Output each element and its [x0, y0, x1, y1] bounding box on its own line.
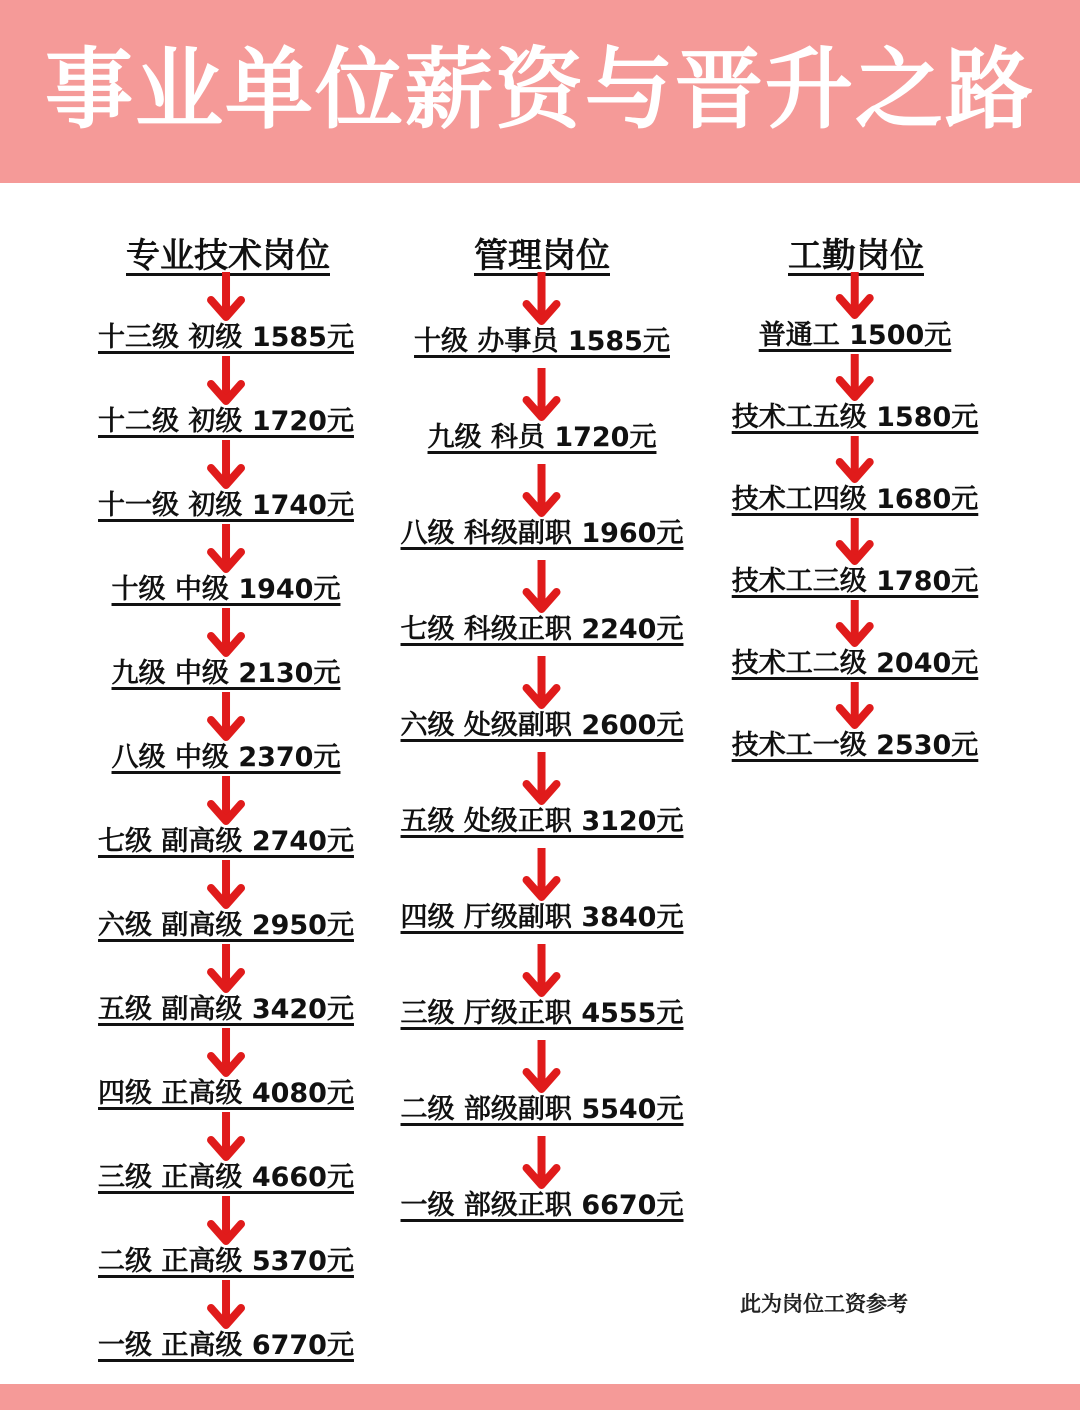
down-arrow-icon: [206, 1194, 246, 1246]
level-item: 九级 科员 1720元: [427, 422, 657, 453]
level-item: 九级 中级 2130元: [111, 658, 341, 689]
down-arrow-icon: [522, 270, 562, 326]
level-item: 十三级 初级 1585元: [98, 322, 354, 353]
column-header-management: 管理岗位: [474, 236, 610, 276]
down-arrow-icon: [835, 434, 875, 484]
level-item: 十一级 初级 1740元: [98, 490, 354, 521]
level-item: 六级 处级副职 2600元: [400, 710, 684, 741]
title-banner: [0, 0, 1080, 183]
down-arrow-icon: [206, 774, 246, 826]
level-item: 技术工一级 2530元: [731, 730, 979, 761]
down-arrow-icon: [206, 1026, 246, 1078]
level-item: 六级 副高级 2950元: [98, 910, 354, 941]
level-item: 三级 正高级 4660元: [98, 1162, 354, 1193]
down-arrow-icon: [522, 654, 562, 710]
level-item: 技术工四级 1680元: [731, 484, 979, 515]
level-item: 普通工 1500元: [758, 320, 952, 351]
level-item: 四级 正高级 4080元: [98, 1078, 354, 1109]
down-arrow-icon: [522, 366, 562, 422]
footer-bar: [0, 1384, 1080, 1410]
level-item: 十级 中级 1940元: [111, 574, 341, 605]
level-item: 五级 副高级 3420元: [98, 994, 354, 1025]
level-item: 七级 副高级 2740元: [98, 826, 354, 857]
level-item: 十二级 初级 1720元: [98, 406, 354, 437]
level-item: 八级 中级 2370元: [111, 742, 341, 773]
down-arrow-icon: [206, 942, 246, 994]
down-arrow-icon: [206, 270, 246, 322]
down-arrow-icon: [206, 1110, 246, 1162]
level-item: 技术工二级 2040元: [731, 648, 979, 679]
down-arrow-icon: [206, 606, 246, 658]
level-item: 一级 部级正职 6670元: [400, 1190, 684, 1221]
down-arrow-icon: [835, 516, 875, 566]
down-arrow-icon: [522, 1038, 562, 1094]
level-item: 三级 厅级正职 4555元: [400, 998, 684, 1029]
reference-note: 此为岗位工资参考: [740, 1292, 908, 1316]
column-header-worker: 工勤岗位: [788, 236, 924, 276]
level-item: 技术工三级 1780元: [731, 566, 979, 597]
down-arrow-icon: [206, 1278, 246, 1330]
down-arrow-icon: [835, 270, 875, 320]
level-item: 五级 处级正职 3120元: [400, 806, 684, 837]
level-item: 一级 正高级 6770元: [98, 1330, 354, 1361]
down-arrow-icon: [522, 750, 562, 806]
down-arrow-icon: [522, 558, 562, 614]
page-title: 事业单位薪资与晋升之路: [44, 38, 1035, 141]
down-arrow-icon: [206, 858, 246, 910]
down-arrow-icon: [522, 462, 562, 518]
down-arrow-icon: [522, 942, 562, 998]
down-arrow-icon: [835, 352, 875, 402]
level-item: 技术工五级 1580元: [731, 402, 979, 433]
level-item: 四级 厅级副职 3840元: [400, 902, 684, 933]
column-header-technical: 专业技术岗位: [126, 236, 330, 276]
column-management: [401, 270, 684, 1230]
down-arrow-icon: [206, 690, 246, 742]
column-worker: [732, 270, 979, 762]
down-arrow-icon: [206, 438, 246, 490]
down-arrow-icon: [835, 598, 875, 648]
down-arrow-icon: [835, 680, 875, 730]
down-arrow-icon: [206, 354, 246, 406]
level-item: 二级 正高级 5370元: [98, 1246, 354, 1277]
level-item: 八级 科级副职 1960元: [400, 518, 684, 549]
down-arrow-icon: [522, 1134, 562, 1190]
down-arrow-icon: [206, 522, 246, 574]
level-item: 十级 办事员 1585元: [414, 326, 670, 357]
level-item: 七级 科级正职 2240元: [400, 614, 684, 645]
down-arrow-icon: [522, 846, 562, 902]
level-item: 二级 部级副职 5540元: [400, 1094, 684, 1125]
column-technical: [98, 270, 354, 1362]
